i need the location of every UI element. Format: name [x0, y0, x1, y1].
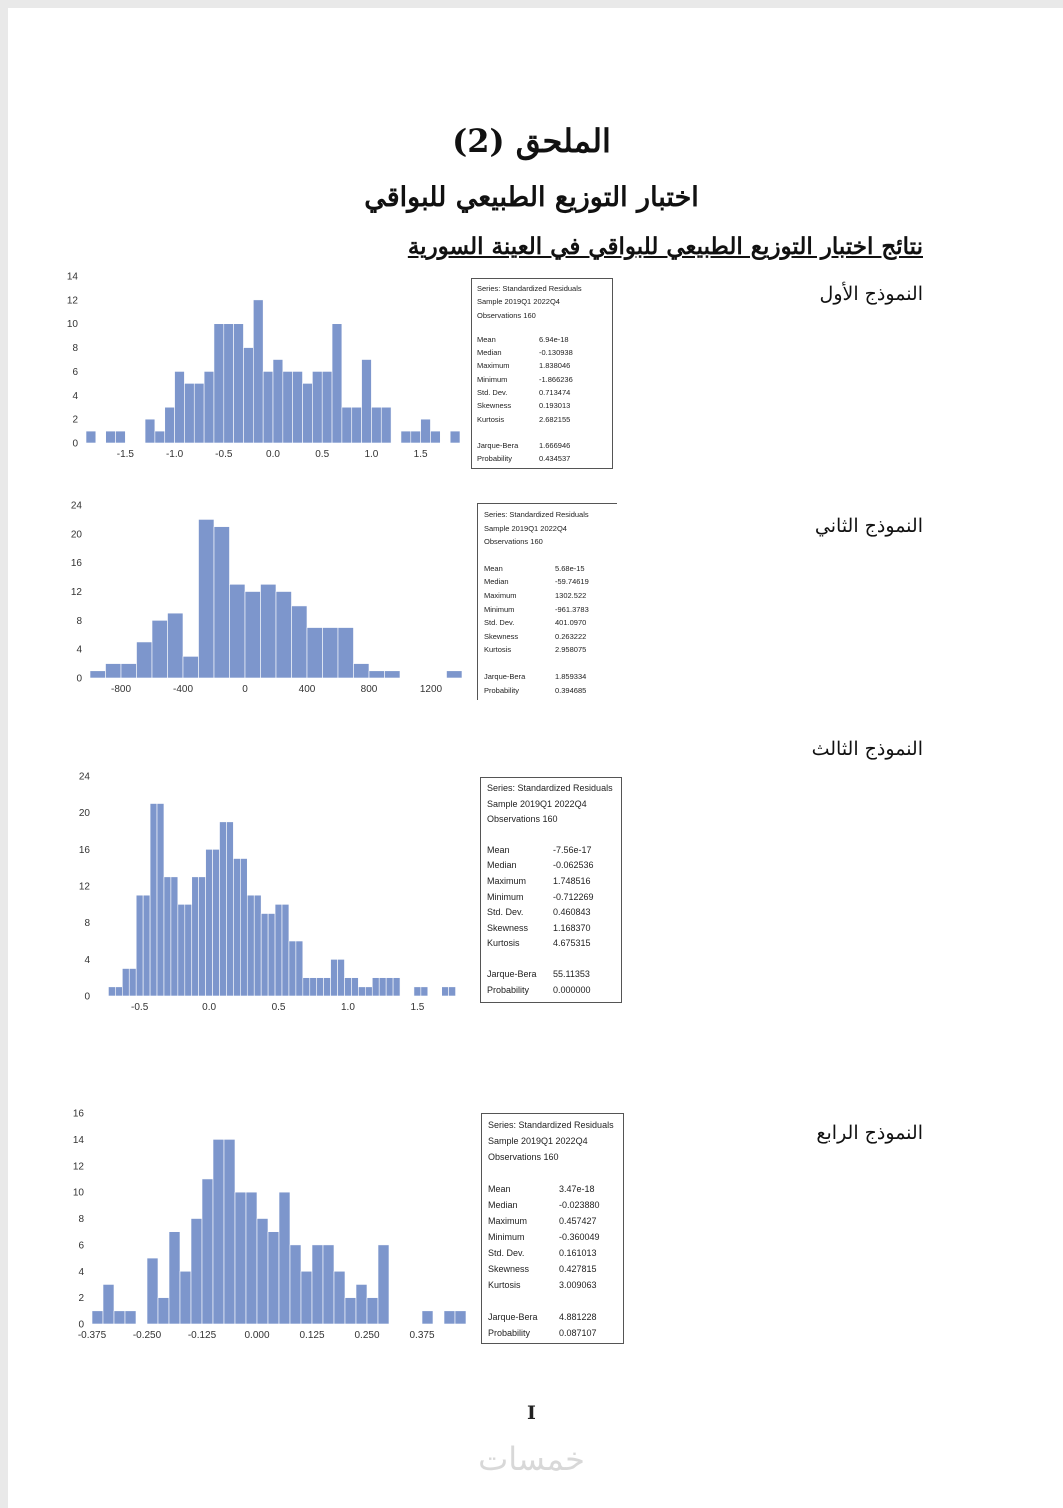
- histogram-bar: [385, 671, 401, 678]
- histogram-bar: [199, 877, 206, 996]
- histogram-bar: [317, 978, 324, 996]
- histogram-bar: [103, 1284, 114, 1324]
- histogram-bar: [358, 987, 365, 996]
- histogram-bar: [220, 822, 227, 996]
- histogram-bar: [233, 859, 240, 997]
- histogram-bar: [365, 987, 372, 996]
- histogram-bar: [303, 383, 313, 443]
- histogram-bar: [283, 371, 293, 443]
- histogram-bar: [290, 1245, 301, 1324]
- stats-jb-table: Jarque-Bera 1.666946 Probability 0.434537: [477, 440, 571, 464]
- histogram-bar: [345, 1298, 356, 1324]
- histogram-bar: [145, 419, 155, 443]
- x-tick-label: 1.5: [410, 1002, 425, 1013]
- histogram-bar: [379, 978, 386, 996]
- histogram-bar: [268, 1232, 279, 1324]
- stats-series: Series: Standardized Residuals: [477, 284, 582, 293]
- histogram-bar: [234, 324, 244, 443]
- histogram-bar: [338, 959, 345, 996]
- histogram-bar: [401, 431, 411, 443]
- stats-observations: Observations 160: [477, 310, 536, 320]
- y-tick-label: 12: [66, 295, 78, 307]
- histogram-bar: [129, 969, 136, 997]
- histogram-bar: [372, 978, 379, 996]
- stats-jb-table: Jarque-Bera 55.11353 Probability 0.000000: [487, 968, 591, 995]
- histogram-bar: [455, 1311, 466, 1324]
- histogram-bar: [450, 431, 460, 443]
- appendix-heading: الملحق (2): [452, 122, 611, 160]
- y-tick-label: 20: [78, 808, 90, 820]
- histogram-bar: [303, 978, 310, 996]
- y-tick-label: 10: [72, 1187, 84, 1199]
- histogram-bar: [386, 978, 393, 996]
- histogram-bar: [192, 877, 199, 996]
- histogram-bar: [312, 1245, 323, 1324]
- histogram-bar: [164, 877, 171, 996]
- histogram-bar: [324, 978, 331, 996]
- histogram-bar: [224, 324, 234, 443]
- histogram-bar: [155, 431, 165, 443]
- histogram-bar: [447, 671, 463, 678]
- stats-series: Series: Standardized Residuals: [487, 783, 613, 793]
- model-3-label: النموذج الثالث: [811, 738, 923, 760]
- x-tick-label: -0.125: [187, 1330, 217, 1341]
- histogram-bar: [331, 959, 338, 996]
- y-tick-label: 8: [78, 1214, 84, 1225]
- stats-jb-table: Jarque-Bera 1.859334 Probability 0.394685: [484, 671, 587, 695]
- x-tick-label: 0: [242, 684, 248, 695]
- y-tick-label: 12: [78, 881, 90, 893]
- y-tick-label: 4: [84, 954, 90, 966]
- x-tick-label: 1.0: [341, 1002, 355, 1013]
- histogram-bar: [235, 1192, 246, 1324]
- x-tick-label: 0.000: [244, 1330, 270, 1341]
- x-tick-label: 0.5: [271, 1002, 286, 1013]
- histogram-bar: [276, 592, 292, 679]
- x-tick-label: -0.375: [77, 1330, 107, 1341]
- histogram-bar: [137, 642, 153, 678]
- y-tick-label: 8: [72, 343, 78, 355]
- histogram-bar: [279, 1192, 290, 1324]
- x-tick-label: 1.5: [413, 449, 428, 460]
- histogram-bar: [136, 895, 143, 996]
- histogram-bar: [121, 664, 137, 678]
- x-tick-label: -1.0: [165, 449, 184, 460]
- histogram-bar: [157, 804, 164, 997]
- histogram-bar: [92, 1311, 103, 1324]
- histogram-bar: [411, 431, 421, 443]
- x-tick-label: 0.5: [315, 449, 330, 460]
- histogram-bar: [356, 1284, 367, 1324]
- y-tick-label: 16: [78, 844, 90, 856]
- histogram-bar: [165, 407, 175, 443]
- histogram-bar: [214, 527, 230, 678]
- x-tick-label: -0.5: [215, 449, 233, 460]
- histogram-bar: [421, 987, 428, 996]
- model-2-label: النموذج الثاني: [814, 515, 923, 537]
- histogram-bar: [430, 431, 440, 443]
- histogram-bar: [393, 978, 400, 996]
- histogram-bar: [183, 656, 199, 678]
- histogram-bar: [261, 914, 268, 997]
- x-tick-label: -0.250: [132, 1330, 162, 1341]
- stats-series: Series: Standardized Residuals: [484, 510, 589, 519]
- stats-sample: Sample 2019Q1 2022Q4: [484, 523, 567, 533]
- histogram-bar: [180, 1271, 191, 1324]
- histogram-bar: [369, 671, 385, 678]
- y-tick-label: 6: [72, 366, 78, 378]
- y-tick-label: 0: [76, 673, 82, 685]
- histogram-bar: [125, 1311, 136, 1324]
- x-tick-label: 1200: [419, 684, 443, 695]
- histogram-bar: [106, 431, 116, 443]
- histogram-bar: [307, 628, 323, 678]
- histogram-bar: [334, 1271, 345, 1324]
- histogram-bar: [147, 1258, 158, 1324]
- histogram-bar: [214, 324, 224, 443]
- stats-box-model-1: [471, 278, 613, 469]
- histogram-bar: [114, 1311, 125, 1324]
- histogram-bar: [106, 664, 122, 678]
- histogram-model-1: [62, 268, 470, 468]
- histogram-bar: [342, 407, 352, 443]
- histogram-bar: [90, 671, 106, 678]
- histogram-bar: [371, 407, 381, 443]
- watermark-logo: خمسات: [478, 1440, 585, 1478]
- histogram-bar: [263, 371, 273, 443]
- histogram-bar: [338, 628, 354, 678]
- x-tick-label: 400: [298, 684, 316, 695]
- histogram-bar: [275, 904, 282, 996]
- histogram-bar: [152, 620, 168, 678]
- histogram-bar: [292, 606, 308, 678]
- histogram-bar: [344, 978, 351, 996]
- histogram-bar: [254, 895, 261, 996]
- x-tick-label: -400: [172, 684, 194, 695]
- stats-table: Mean -7.56e-17 Median -0.062536 Maximum 1.748516 Minimum -0.712269 Std. Dev. 0.460843 Skewness 1.168370 Kurtosis 4.675315: [487, 844, 594, 949]
- model-4-label: النموذج الرابع: [816, 1122, 923, 1144]
- stats-sample: Sample 2019Q1 2022Q4: [488, 1136, 588, 1146]
- y-tick-label: 20: [70, 529, 82, 541]
- stats-jb-table: Jarque-Bera 4.881228 Probability 0.087107: [488, 1312, 597, 1338]
- x-tick-label: 0.0: [266, 449, 280, 460]
- stats-sample: Sample 2019Q1 2022Q4: [477, 297, 560, 307]
- histogram-model-4: [70, 1105, 472, 1345]
- histogram-bar: [414, 987, 421, 996]
- histogram-bar: [301, 1271, 312, 1324]
- y-tick-label: 2: [72, 414, 78, 426]
- x-tick-label: 0.0: [202, 1002, 217, 1013]
- histogram-bar: [243, 348, 253, 443]
- y-tick-label: 2: [78, 1293, 84, 1305]
- histogram-bar: [296, 941, 303, 996]
- histogram-bar: [194, 383, 204, 443]
- histogram-bar: [202, 1179, 213, 1324]
- histogram-bar: [226, 822, 233, 996]
- histogram-bar: [421, 419, 431, 443]
- histogram-bar: [199, 519, 215, 678]
- histogram-bar: [247, 895, 254, 996]
- histogram-bar: [367, 1298, 378, 1324]
- histogram-bar: [362, 360, 372, 444]
- y-tick-label: 24: [78, 771, 90, 783]
- histogram-bar: [253, 300, 263, 443]
- histogram-bar: [150, 804, 157, 997]
- histogram-bar: [86, 431, 96, 443]
- histogram-bar: [171, 877, 178, 996]
- histogram-bar: [293, 371, 303, 443]
- y-tick-label: 4: [78, 1266, 84, 1278]
- histogram-bar: [184, 383, 194, 443]
- histogram-bar: [378, 1245, 389, 1324]
- x-tick-label: 0.125: [299, 1330, 325, 1341]
- histogram-bar: [175, 371, 185, 443]
- stats-box-model-3: [480, 777, 622, 1003]
- histogram-bar: [108, 987, 115, 996]
- histogram-bar: [282, 904, 289, 996]
- stats-box-model-2: [477, 503, 617, 700]
- y-tick-label: 14: [66, 271, 78, 283]
- y-tick-label: 16: [70, 558, 82, 570]
- histogram-bar: [168, 613, 184, 678]
- y-tick-label: 12: [70, 587, 82, 598]
- histogram-bar: [204, 371, 214, 443]
- histogram-bar: [115, 987, 122, 996]
- histogram-bar: [257, 1219, 268, 1325]
- stats-observations: Observations 160: [484, 537, 543, 547]
- x-tick-label: -1.5: [116, 449, 134, 460]
- histogram-bar: [213, 1139, 224, 1324]
- histogram-bar: [289, 941, 296, 996]
- histogram-bar: [444, 1311, 455, 1324]
- histogram-bar: [323, 628, 339, 678]
- page-number: I: [527, 1402, 536, 1424]
- x-tick-label: 0.250: [354, 1330, 380, 1341]
- histogram-bar: [323, 1245, 334, 1324]
- histogram-bar: [240, 859, 247, 997]
- histogram-bar: [169, 1232, 180, 1324]
- y-tick-label: 10: [66, 319, 78, 331]
- x-tick-label: 0.375: [409, 1330, 435, 1341]
- y-tick-label: 24: [70, 500, 82, 512]
- histogram-bar: [442, 987, 449, 996]
- y-tick-label: 0: [84, 991, 90, 1003]
- stats-sample: Sample 2019Q1 2022Q4: [487, 798, 587, 809]
- histogram-bar: [381, 407, 391, 443]
- stats-series: Series: Standardized Residuals: [488, 1120, 614, 1130]
- histogram-bar: [322, 371, 332, 443]
- stats-box-model-4: [481, 1113, 624, 1344]
- model-1-label: النموذج الأول: [819, 283, 923, 305]
- x-tick-label: 800: [360, 684, 378, 695]
- y-tick-label: 4: [76, 644, 82, 656]
- histogram-bar: [178, 904, 185, 996]
- histogram-bar: [185, 904, 192, 996]
- histogram-bar: [261, 584, 277, 678]
- stats-observations: Observations 160: [488, 1152, 559, 1162]
- histogram-bar: [245, 592, 261, 679]
- stats-table: Mean 6.94e-18 Median -0.130938 Maximum 1.838046 Minimum -1.866236 Std. Dev. 0.713474 Skewness 0.193013 Kurtosis 2.682155: [477, 334, 573, 424]
- histogram-model-3: [72, 768, 472, 1020]
- histogram-bar: [224, 1139, 235, 1324]
- y-tick-label: 8: [84, 918, 90, 930]
- histogram-bar: [191, 1219, 202, 1325]
- histogram-bar: [422, 1311, 433, 1324]
- histogram-bar: [122, 969, 129, 997]
- x-tick-label: -0.5: [131, 1002, 149, 1013]
- y-tick-label: 16: [72, 1108, 84, 1120]
- histogram-bar: [143, 895, 150, 996]
- y-tick-label: 4: [72, 390, 78, 402]
- histogram-model-2: [62, 497, 470, 702]
- y-tick-label: 6: [78, 1240, 84, 1252]
- histogram-bar: [449, 987, 456, 996]
- y-tick-label: 12: [72, 1161, 84, 1173]
- y-tick-label: 8: [76, 615, 82, 627]
- histogram-bar: [213, 849, 220, 996]
- x-tick-label: -800: [110, 684, 132, 695]
- x-tick-label: 1.0: [364, 449, 379, 460]
- stats-observations: Observations 160: [487, 814, 558, 825]
- histogram-bar: [273, 360, 283, 444]
- appendix-subheading: اختبار التوزيع الطبيعي للبواقي: [364, 182, 699, 213]
- histogram-bar: [158, 1298, 169, 1324]
- y-tick-label: 0: [72, 438, 78, 450]
- y-tick-label: 14: [72, 1134, 84, 1146]
- histogram-bar: [351, 978, 358, 996]
- stats-table: Mean 3.47e-18 Median -0.023880 Maximum 0.457427 Minimum -0.360049 Std. Dev. 0.161013 Skewness 0.427815 Kurtosis 3.009063: [488, 1184, 600, 1290]
- histogram-bar: [354, 664, 370, 678]
- histogram-bar: [332, 324, 342, 443]
- histogram-bar: [352, 407, 362, 443]
- stats-table: Mean 5.68e-15 Median -59.74619 Maximum 1302.522 Minimum -961.3783 Std. Dev. 401.0970 Skewness 0.263222 Kurtosis 2.958075: [484, 563, 589, 655]
- histogram-bar: [206, 849, 213, 996]
- histogram-bar: [116, 431, 126, 443]
- histogram-bar: [312, 371, 322, 443]
- y-tick-label: 0: [78, 1319, 84, 1331]
- histogram-bar: [310, 978, 317, 996]
- histogram-bar: [230, 584, 246, 678]
- histogram-bar: [246, 1192, 257, 1324]
- section-title: نتائج اختبار التوزيع الطبيعي للبواقي في العينة السورية: [407, 233, 923, 260]
- histogram-bar: [268, 914, 275, 997]
